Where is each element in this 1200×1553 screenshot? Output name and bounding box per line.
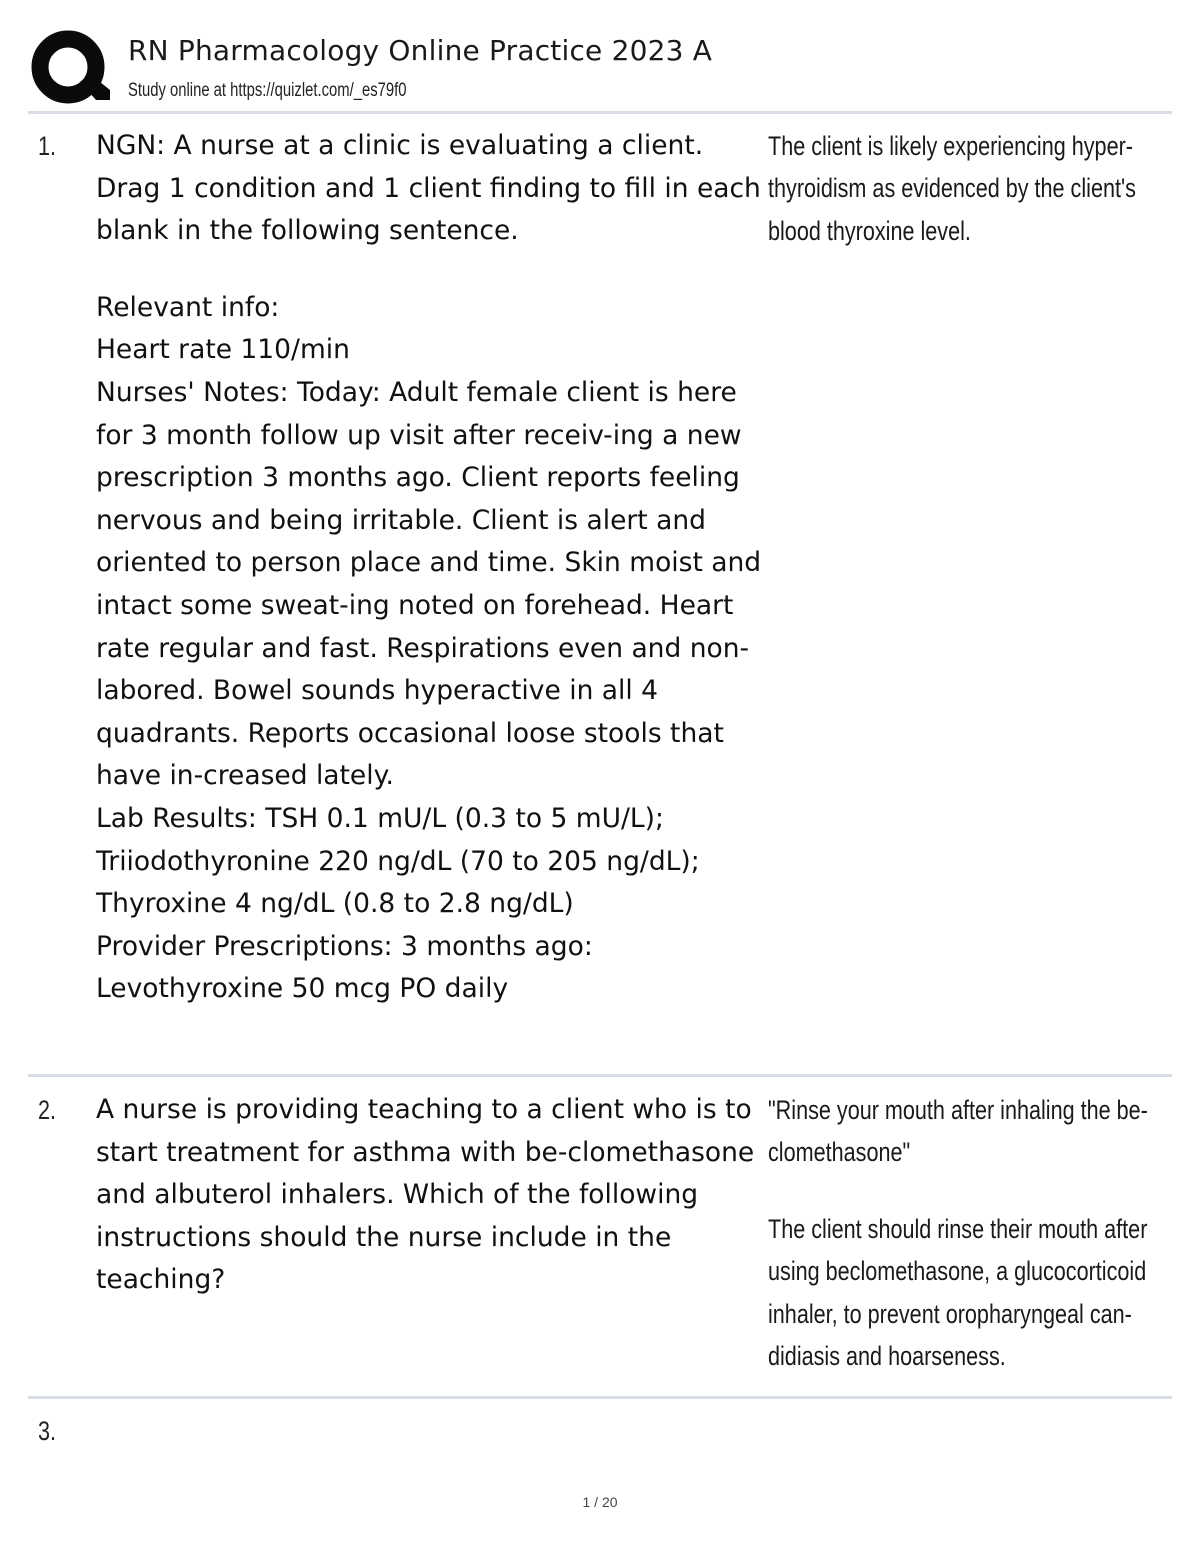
- page-indicator: 1 / 20: [582, 1494, 618, 1510]
- study-online-link-text: Study online at https://quizlet.com/_es79f0: [128, 80, 407, 101]
- quizlet-q-logo-icon: [30, 30, 110, 106]
- document-header: [28, 28, 1172, 112]
- question-text: Relevant info:: [96, 291, 280, 323]
- question-text: Nurses' Notes: Today: Adult female client is here for 3 month follow up visit after receiv-ing a new prescription 3 months ago. Client reports feeling nervous and being irritable. Client is alert and oriented to person place and time. Skin moist and intact some sweat-ing noted on forehead. Heart rate regular and fast. Respirations even and non-labored. Bowel sounds hyperactive in all 4 quadrants. Reports occasional loose stools that have in-creased lately.: [96, 376, 762, 792]
- question-number: 1.: [38, 131, 57, 161]
- question-divider: [28, 1396, 1172, 1399]
- header-divider: [28, 111, 1172, 114]
- question-prompt: [96, 1089, 762, 1302]
- answer-paragraph: The client should rinse their mouth after using beclomethasone, a glucocorticoid inhaler, to prevent oropharyngeal can-didiasis and hoarseness.: [768, 1213, 1148, 1372]
- question-text: NGN: A nurse at a clinic is evaluating a client. Drag 1 condition and 1 client finding to fill in each blank in the following sentence.: [96, 130, 761, 247]
- answer-paragraph: "Rinse your mouth after inhaling the be-clomethasone": [768, 1095, 1148, 1168]
- question-number: 3.: [38, 1416, 57, 1446]
- question-text: Lab Results: TSH 0.1 mU/L (0.3 to 5 mU/L); Triiodothyronine 220 ng/dL (70 to 205 ng/dL); Thyroxine 4 ng/dL (0.8 to 2.8 ng/dL): [96, 802, 700, 920]
- question-number: 2.: [38, 1095, 57, 1125]
- paragraph-gap: [96, 253, 762, 287]
- answer-text: [768, 125, 1158, 252]
- answer-paragraph: The client is likely experiencing hyper-thyroidism as evidenced by the client's blood thyroxine level.: [768, 131, 1136, 246]
- question-text: A nurse is providing teaching to a client who is to start treatment for asthma with be-clomethasone and albuterol inhalers. Which of the following instructions should the nurse include in the teaching?: [96, 1094, 755, 1296]
- question-divider: [28, 1074, 1172, 1077]
- question-text: Heart rate 110/min: [96, 334, 350, 366]
- answer-text: [768, 1089, 1158, 1377]
- paragraph-gap: [768, 1174, 1158, 1208]
- question-text: Provider Prescriptions: 3 months ago: Levothyroxine 50 mcg PO daily: [96, 930, 593, 1005]
- page-title: RN Pharmacology Online Practice 2023 A: [128, 34, 713, 67]
- question-prompt: [96, 125, 762, 1011]
